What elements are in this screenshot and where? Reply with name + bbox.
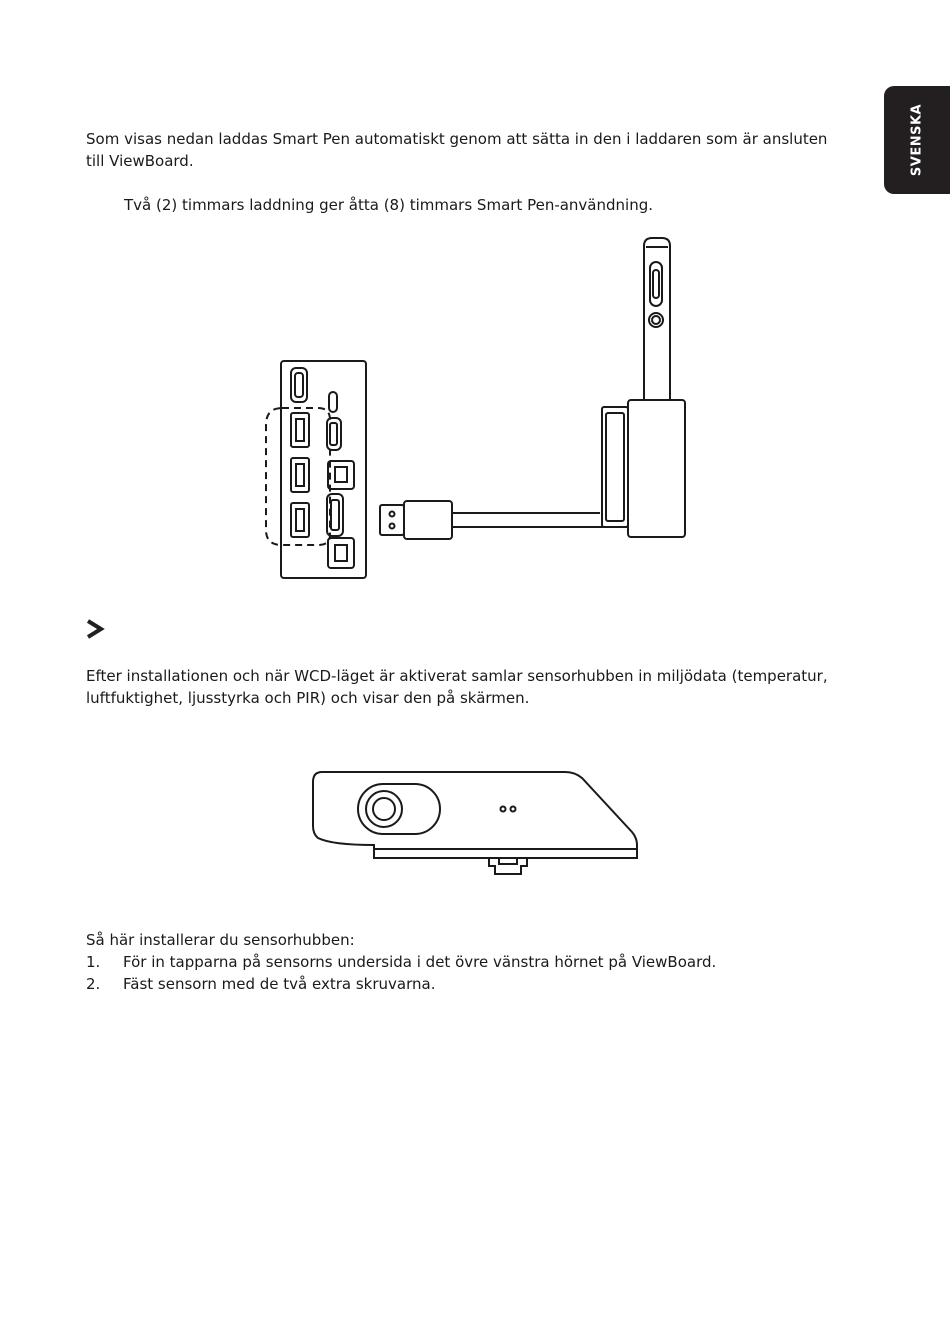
section-chevron-icon <box>88 621 101 637</box>
language-tab-label: SVENSKA <box>909 103 925 177</box>
step-number: 2. <box>86 975 101 993</box>
step-text: Fäst sensorn med de två extra skruvarna. <box>123 975 436 993</box>
smart-pen-charging-note: Två (2) timmars laddning ger åtta (8) timmars Smart Pen-användning. <box>124 196 653 214</box>
hdmi-port <box>291 368 307 402</box>
smart-pen <box>644 238 670 400</box>
smart-pen-intro: Som visas nedan laddas Smart Pen automatiskt genom att sätta in den i laddaren som är ansluten till ViewBoard. <box>86 130 828 170</box>
usb-connector <box>380 505 404 535</box>
list-item <box>86 973 846 995</box>
io-panel <box>281 361 366 578</box>
usb-b-port <box>328 461 354 489</box>
list-item <box>86 951 846 973</box>
sensor-hub-illustration <box>313 772 637 874</box>
usb-port-3 <box>291 503 309 537</box>
usb-highlight <box>266 408 330 545</box>
usb-port-1 <box>291 413 309 447</box>
install-steps-list <box>86 951 846 995</box>
step-number: 1. <box>86 953 101 971</box>
usb-port-2 <box>291 458 309 492</box>
usbc-port <box>329 392 337 412</box>
charger-dock <box>602 407 628 527</box>
sensor-hub-intro: Efter installationen och när WCD-läget är aktiverat samlar sensorhubben in miljödata (temperatur, luftfuktighet, ljusstyrka och PIR) och visar den på skärmen. <box>86 667 828 707</box>
step-text: För in tapparna på sensorns undersida i det övre vänstra hörnet på ViewBoard. <box>123 953 717 971</box>
language-side-tab <box>884 86 950 194</box>
sensor-hub-howto: Så här installerar du sensorhubben: <box>86 931 355 949</box>
